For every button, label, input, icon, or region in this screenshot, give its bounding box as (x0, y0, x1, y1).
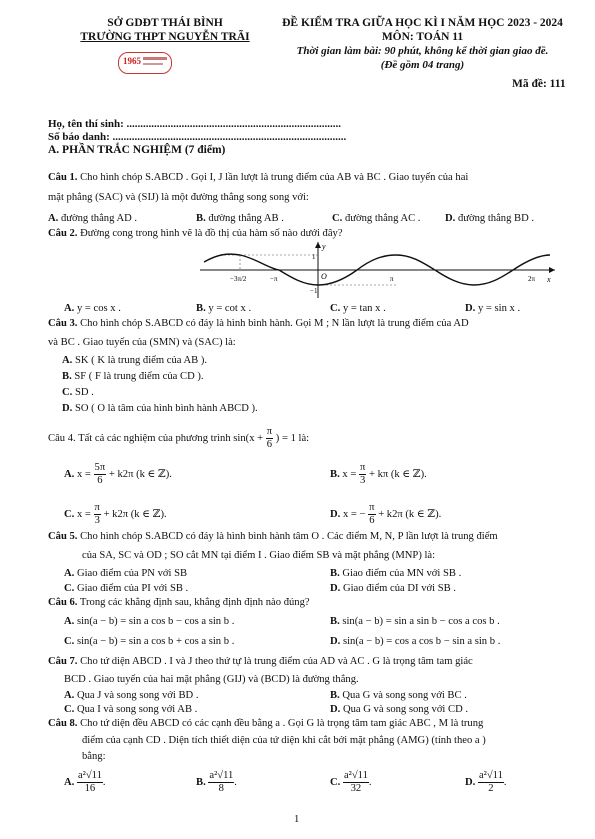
q7-option-b: B. Qua G và song song với BC . (330, 690, 467, 701)
section-title: A. PHẦN TRẮC NGHIỆM (7 điểm) (48, 144, 226, 156)
q3-option-d: D. SO ( O là tâm của hình bình hành ABCD ). (62, 403, 258, 414)
q5-option-d: D. Giao điểm của DI với SB . (330, 583, 456, 594)
option-text: + kπ (k ∈ ℤ). (368, 468, 427, 480)
fraction-numerator: a²√11 (478, 770, 503, 781)
fraction-denominator: 8 (218, 783, 224, 794)
school-logo (118, 52, 172, 74)
department-name: SỞ GDĐT THÁI BÌNH (107, 17, 223, 29)
q6-option-d: D. sin(a − b) = cos a cos b − sin a sin b . (330, 636, 501, 647)
option-label: C. (330, 776, 341, 788)
q8-option-c: C. $\frac{\text{a²√11}}{32}$ . (330, 770, 372, 794)
origin-label: O (321, 272, 327, 281)
fraction-denominator: 6 (266, 439, 273, 450)
q3-stem-line1: Câu 3. Cho hình chóp S.ABCD có đáy là hình bình hành. Gọi M ; N lần lượt là trung điểm của AD (48, 318, 469, 329)
y-tick-label: 1 (312, 253, 316, 261)
q7-option-d: D. Qua G và song song với CD . (330, 704, 469, 715)
exam-time: Thời gian làm bài: 90 phút, không kể thời gian giao đề. (296, 45, 549, 57)
q5-stem-line1: Câu 5. Cho hình chóp S.ABCD có đáy là hình bình hành tâm O . Các điểm M, N, P lần lượt là trung điểm (48, 531, 498, 542)
q1-option-b: B. đường thẳng AB . (196, 213, 284, 224)
q4-stem-fraction (266, 426, 273, 451)
q1-option-c: C. đường thẳng AC . (332, 213, 421, 224)
q4-stem-text: ) = 1 là: (275, 432, 310, 444)
q5-stem-line2: của SA, SC và OD ; SO cắt MN tại điểm I . Giao điểm SB và mặt phẳng (MNP) là: (82, 550, 436, 561)
q3-option-b: B. SF ( F là trung điểm của CD ). (62, 371, 204, 382)
subject: MÔN: TOÁN 11 (381, 31, 464, 43)
fraction-denominator: 6 (97, 475, 103, 486)
option-fraction (94, 502, 101, 527)
exam-title: ĐỀ KIỂM TRA GIỮA HỌC KÌ I NĂM HỌC 2023 - 2024 (282, 17, 563, 29)
option-fraction (359, 462, 366, 487)
fraction-numerator: π (94, 502, 100, 513)
x-tick-label: −3π/2 (230, 275, 247, 283)
option-fraction (77, 770, 103, 795)
option-text: A. x = (64, 468, 91, 480)
fraction-numerator: a²√11 (209, 770, 234, 781)
q8-option-a: A. $\frac{\text{a²√11}}{16}$ . (64, 770, 106, 794)
q8-stem-line3: bằng: (82, 751, 106, 762)
q8-option-d: D. $\frac{\text{a²√11}}{2}$ . (465, 770, 507, 794)
option-text: C. x = (64, 508, 91, 520)
q6-option-a: A. sin(a − b) = sin a cos b − cos a sin b . (64, 616, 235, 627)
q8-option-b: B. $\frac{\text{a²√11}}{8}$ . (196, 770, 237, 794)
q2-option-c: C. y = tan x . (330, 303, 386, 314)
logo-year: 1965 (123, 56, 141, 66)
option-text: + k2π (k ∈ ℤ). (108, 468, 172, 480)
q5-option-b: B. Giao điểm của MN với SB . (330, 568, 462, 579)
fraction-numerator: 5π (94, 462, 106, 473)
option-text: + k2π (k ∈ ℤ). (103, 508, 167, 520)
option-text: B. x = (330, 468, 357, 480)
option-fraction (368, 502, 375, 527)
q2-stem: Câu 2. Đường cong trong hình vẽ là đồ thị của hàm số nào dưới đây? (48, 228, 343, 239)
q1-option-a: A. đường thẳng AD . (48, 213, 138, 224)
q7-stem-line1: Câu 7. Cho tứ diện ABCD . I và J theo thứ tự là trung điểm của AD và AC . G là trọng tâm tam giác (48, 656, 473, 667)
q5-option-c: C. Giao điểm của PI với SB . (64, 583, 189, 594)
fraction-denominator: 32 (350, 783, 362, 794)
fraction-numerator: π (266, 426, 273, 437)
fraction-numerator: a²√11 (77, 770, 102, 781)
option-fraction (478, 770, 504, 795)
q7-option-c: C. Qua I và song song với AB . (64, 704, 198, 715)
option-fraction (343, 770, 369, 795)
q4-option-a (64, 462, 172, 487)
student-name-field: Họ, tên thí sinh: .............................................................................. (48, 118, 342, 130)
page-count: (Đề gồm 04 trang) (380, 59, 465, 71)
fraction-numerator: π (359, 462, 366, 473)
q2-option-d: D. y = sin x . (465, 303, 521, 314)
y-axis-label: y (322, 242, 326, 251)
fraction-denominator: 3 (94, 515, 100, 526)
option-label: D. (465, 776, 476, 788)
q2-sine-graph (200, 240, 560, 300)
fraction-denominator: 2 (488, 783, 494, 794)
option-fraction (208, 770, 234, 795)
q8-stem-line1: Câu 8. Cho tứ diện đều ABCD có các cạnh đều bằng a . Gọi G là trọng tâm tam giác ABC , M là trung (48, 718, 484, 729)
y-axis-arrow (315, 242, 321, 248)
q4-option-c (64, 502, 167, 527)
q4-stem-text: Câu 4. Tất cả các nghiệm của phương trình sin(x + (48, 432, 264, 444)
q6-option-c: C. sin(a − b) = sin a cos b + cos a sin b . (64, 636, 235, 647)
q7-option-a: A. Qua J và song song với BD . (64, 690, 199, 701)
fraction-denominator: 16 (84, 783, 96, 794)
q1-option-d: D. đường thẳng BD . (445, 213, 535, 224)
q6-stem: Câu 6. Trong các khẳng định sau, khẳng định định nào đúng? (48, 597, 310, 608)
q3-option-c: C. SD . (62, 387, 94, 398)
fraction-denominator: 3 (359, 475, 366, 486)
student-id-field: Số báo danh: ..................................................................................... (48, 131, 347, 143)
exam-code: Mã đề: 111 (512, 78, 566, 90)
q7-stem-line2: BCD . Giao tuyến của hai mặt phẳng (GIJ) và (BCD) là đường thẳng. (64, 674, 359, 685)
x-tick-label: π (390, 275, 394, 283)
q4-option-d (330, 502, 441, 527)
page-number: 1 (294, 814, 300, 825)
option-text: D. x = − (330, 508, 366, 520)
q2-option-b: B. y = cot x . (196, 303, 252, 314)
option-label: A. (64, 776, 75, 788)
fraction-numerator: a²√11 (343, 770, 368, 781)
fraction-numerator: π (369, 502, 375, 513)
x-axis-label: x (547, 275, 551, 284)
x-axis-arrow (549, 267, 555, 273)
q1-stem-line1: Câu 1. Cho hình chóp S.ABCD . Gọi I, J lần lượt là trung điểm của AB và BC . Giao tuyến của hai (48, 172, 469, 183)
q8-stem-line2: điểm của cạnh CD . Diện tích thiết diện của tứ diện khi cắt bởi mặt phẳng (AMG) (tính theo a ) (82, 735, 486, 746)
q1-stem-line2: mặt phẳng (SAC) và (SIJ) là một đường thẳng song song với: (48, 192, 309, 203)
option-fraction (94, 462, 107, 487)
y-tick-label: −1 (310, 287, 318, 295)
q3-stem-line2: và BC . Giao tuyến của (SMN) và (SAC) là: (48, 337, 236, 348)
option-text: + k2π (k ∈ ℤ). (378, 508, 442, 520)
logo-decoration (143, 57, 167, 60)
q4-stem (48, 426, 309, 451)
q2-option-a: A. y = cos x . (64, 303, 121, 314)
x-tick-label: −π (270, 275, 278, 283)
q4-option-b (330, 462, 427, 487)
fraction-denominator: 6 (369, 515, 375, 526)
option-label: B. (196, 776, 206, 788)
school-name: TRƯỜNG THPT NGUYỄN TRÃI (80, 31, 250, 43)
q5-option-a: A. Giao điểm của PN với SB (64, 568, 188, 579)
x-tick-label: 2π (528, 275, 536, 283)
q6-option-b: B. sin(a − b) = sin a sin b − cos a cos b . (330, 616, 500, 627)
q3-option-a: A. SK ( K là trung điểm của AB ). (62, 355, 208, 366)
logo-decoration (143, 63, 163, 65)
